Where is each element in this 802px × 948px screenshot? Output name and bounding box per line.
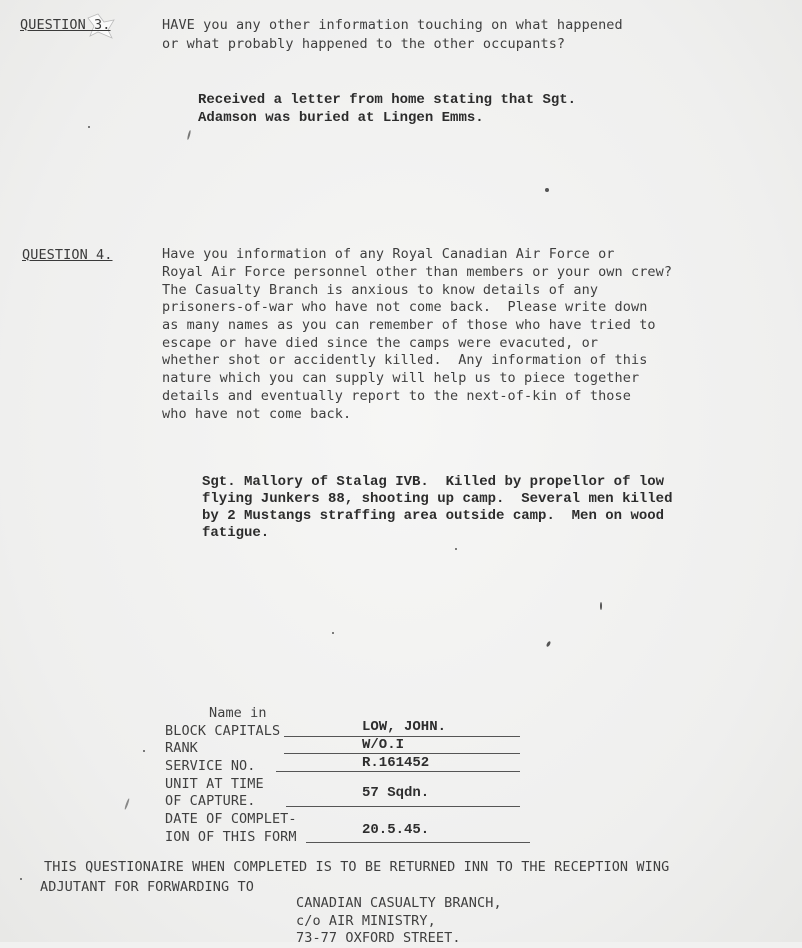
question-4-line-5: as many names as you can remember of those who have tried to — [162, 317, 656, 333]
answer-3-line-1: Received a letter from home stating that Sgt. — [198, 92, 577, 108]
footer-line-1: THIS QUESTIONAIRE WHEN COMPLETED IS TO BE RETURNED INN TO THE RECEPTION WING — [44, 859, 670, 875]
date-label-line-1: DATE OF COMPLET- — [165, 811, 297, 827]
paper-speck — [187, 130, 192, 140]
paper-speck — [143, 750, 145, 752]
question-4-line-3: The Casualty Branch is anxious to know details of any — [162, 282, 599, 298]
date-label-line-2: ION OF THIS FORM — [165, 829, 297, 845]
question-4-line-9: details and eventually report to the next-of-kin of those — [162, 388, 631, 404]
answer-4-line-1: Sgt. Mallory of Stalag IVB. Killed by propellor of low — [202, 474, 665, 490]
unit-field-line — [286, 806, 520, 807]
service-no-value: R.161452 — [362, 755, 430, 771]
name-in-label: Name in — [209, 705, 267, 721]
paper-speck — [20, 878, 22, 880]
name-value: LOW, JOHN. — [362, 719, 447, 735]
paper-speck — [455, 548, 457, 550]
rank-value: W/O.I — [362, 737, 405, 753]
question-4-line-10: who have not come back. — [162, 406, 352, 422]
unit-label-line-1: UNIT AT TIME — [165, 776, 264, 792]
block-capitals-label: BLOCK CAPITALS — [165, 723, 281, 739]
answer-4-line-2: flying Junkers 88, shooting up camp. Several men killed — [202, 491, 673, 507]
address-line-3: 73-77 OXFORD STREET. — [296, 930, 461, 946]
rank-field-line — [284, 753, 520, 754]
question-4-line-1: Have you information of any Royal Canadian Air Force or — [162, 246, 615, 262]
question-4-line-4: prisoners-of-war who have not come back. Please write down — [162, 299, 648, 315]
paper-speck — [600, 602, 602, 610]
footer-line-2: ADJUTANT FOR FORWARDING TO — [40, 879, 254, 895]
question-4-line-7: whether shot or accidently killed. Any information of this — [162, 352, 648, 368]
paper-speck — [545, 188, 549, 192]
date-field-line — [306, 842, 530, 843]
question-3-line-2: or what probably happened to the other occupants? — [162, 36, 566, 52]
address-line-1: CANADIAN CASUALTY BRANCH, — [296, 895, 502, 911]
question-4-label: QUESTION 4. — [22, 247, 113, 263]
rank-label: RANK — [165, 740, 198, 756]
answer-4-line-3: by 2 Mustangs straffing area outside camp. Men on wood — [202, 508, 665, 524]
paper-speck — [332, 632, 334, 634]
service-no-field-line — [276, 771, 520, 772]
answer-4-line-4: fatigue. — [202, 525, 270, 541]
address-line-2: c/o AIR MINISTRY, — [296, 913, 436, 929]
date-value: 20.5.45. — [362, 822, 430, 838]
paper-speck — [124, 798, 130, 810]
unit-value: 57 Sqdn. — [362, 785, 430, 801]
answer-3-line-2: Adamson was buried at Lingen Emms. — [198, 110, 484, 126]
paper-speck — [88, 126, 90, 128]
question-3-line-1: HAVE you any other information touching on what happened — [162, 17, 623, 33]
question-4-line-8: nature which you can supply will help us to piece together — [162, 370, 640, 386]
question-4-line-2: Royal Air Force personnel other than members or your own crew? — [162, 264, 673, 280]
unit-label-line-2: OF CAPTURE. — [165, 793, 256, 809]
question-4-line-6: escape or have died since the camps were evacuted, or — [162, 335, 599, 351]
paper-speck — [546, 641, 552, 648]
question-3-label: QUESTION 3. — [20, 17, 111, 33]
service-no-label: SERVICE NO. — [165, 758, 256, 774]
